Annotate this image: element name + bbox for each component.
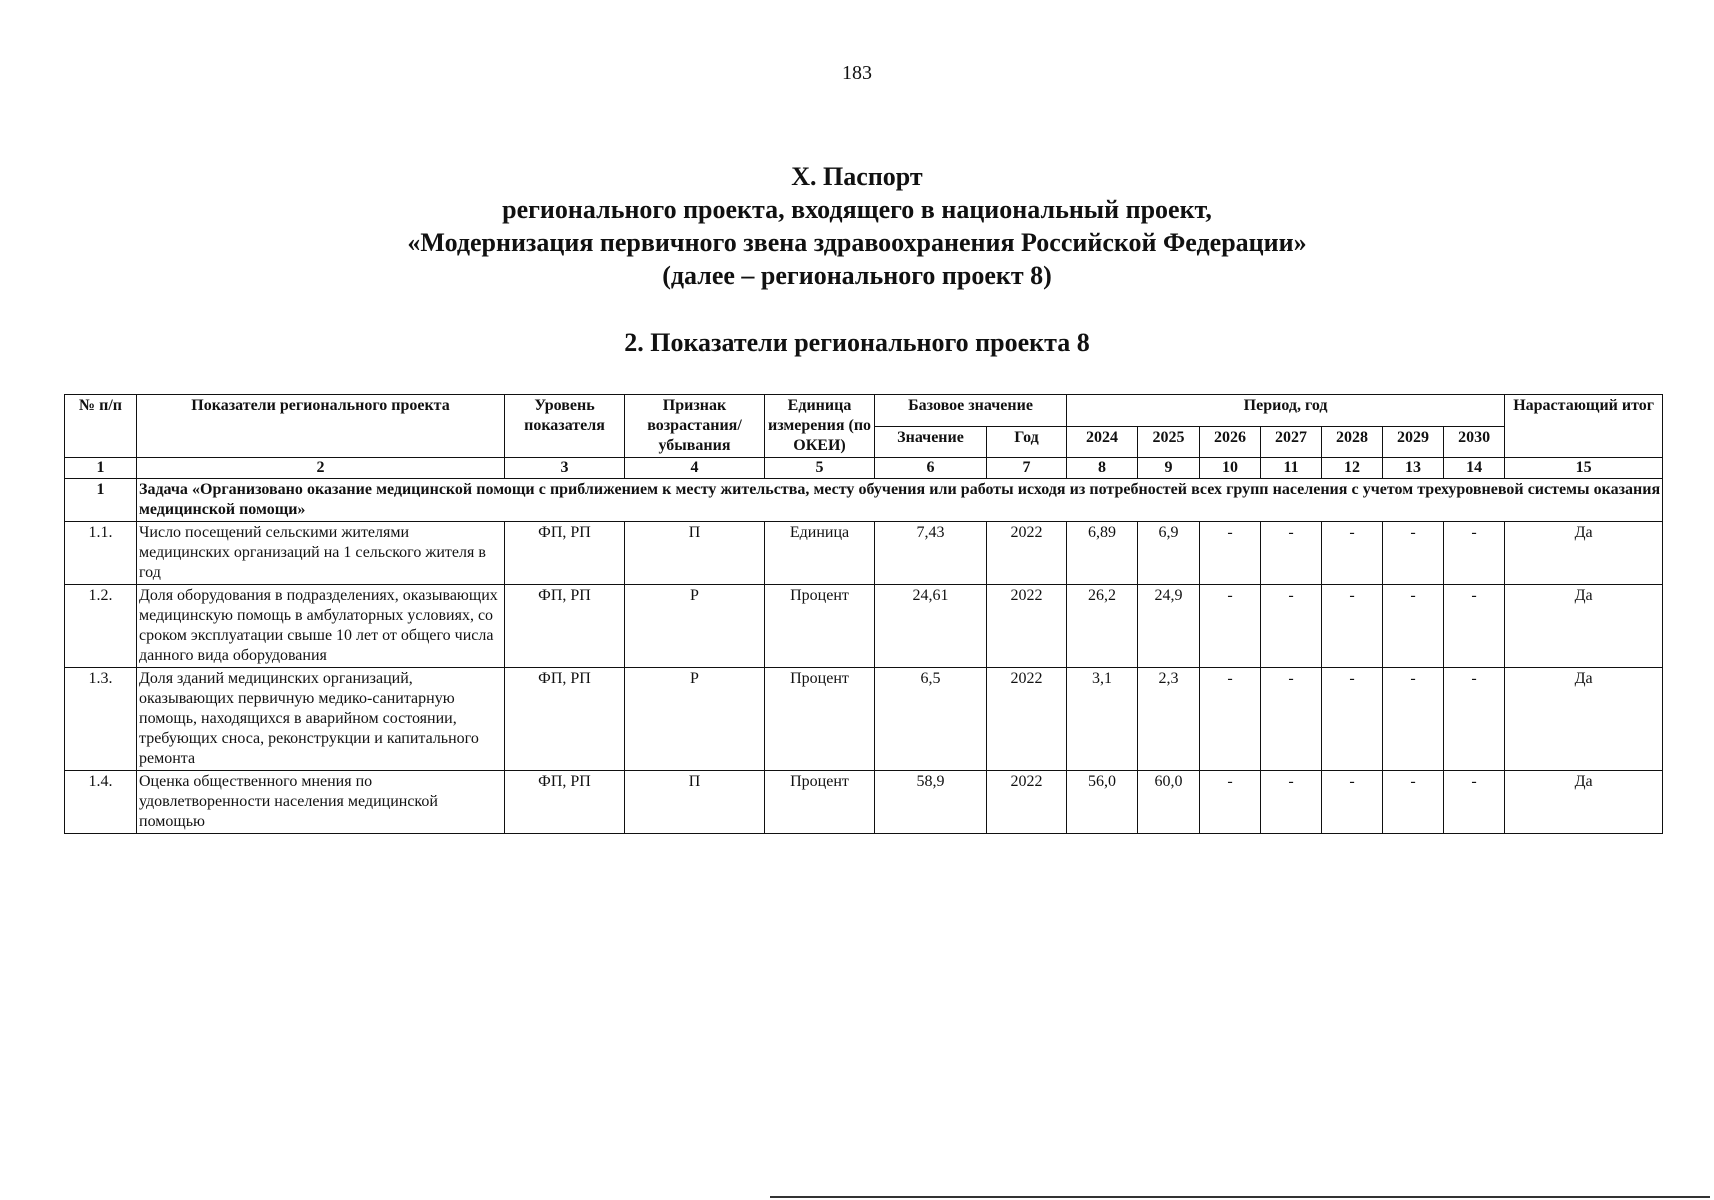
row-base-value: 24,61 xyxy=(875,585,987,668)
header-cumulative: Нарастающий итог xyxy=(1505,395,1663,458)
page-number: 183 xyxy=(842,62,872,84)
row-cumulative: Да xyxy=(1505,771,1663,834)
title-line-2: регионального проекта, входящего в национальный проект, xyxy=(502,195,1212,224)
column-number: 6 xyxy=(875,458,987,479)
header-unit: Единица измерения (по ОКЕИ) xyxy=(765,395,875,458)
row-base-value: 58,9 xyxy=(875,771,987,834)
row-year-value: 56,0 xyxy=(1067,771,1138,834)
header-base: Базовое значение xyxy=(875,395,1067,427)
header-row-1 xyxy=(65,395,1663,427)
row-unit: Процент xyxy=(765,771,875,834)
row-year-value: - xyxy=(1200,771,1261,834)
indicators-table xyxy=(64,394,1663,834)
row-year-value: - xyxy=(1200,522,1261,585)
row-cumulative: Да xyxy=(1505,668,1663,771)
row-year-value: - xyxy=(1383,771,1444,834)
column-number: 11 xyxy=(1261,458,1322,479)
row-year-value: - xyxy=(1200,668,1261,771)
column-number: 3 xyxy=(505,458,625,479)
header-year: 2027 xyxy=(1261,426,1322,458)
row-year-value: - xyxy=(1383,585,1444,668)
column-number: 12 xyxy=(1322,458,1383,479)
row-cumulative: Да xyxy=(1505,585,1663,668)
row-sign: П xyxy=(625,771,765,834)
header-period: Период, год xyxy=(1067,395,1505,427)
row-num: 1.4. xyxy=(65,771,137,834)
row-year-value: - xyxy=(1322,522,1383,585)
column-number: 4 xyxy=(625,458,765,479)
row-year-value: 60,0 xyxy=(1138,771,1200,834)
document-title xyxy=(0,160,1714,292)
header-year: 2030 xyxy=(1444,426,1505,458)
row-year-value: - xyxy=(1322,771,1383,834)
column-number: 2 xyxy=(137,458,505,479)
header-year: 2029 xyxy=(1383,426,1444,458)
column-number: 13 xyxy=(1383,458,1444,479)
row-sign: П xyxy=(625,522,765,585)
data-rows xyxy=(65,522,1663,834)
row-year-value: - xyxy=(1261,585,1322,668)
table-row xyxy=(65,771,1663,834)
row-year-value: 24,9 xyxy=(1138,585,1200,668)
row-year-value: - xyxy=(1383,668,1444,771)
row-level: ФП, РП xyxy=(505,668,625,771)
row-level: ФП, РП xyxy=(505,522,625,585)
row-num: 1.1. xyxy=(65,522,137,585)
row-year-value: - xyxy=(1444,522,1505,585)
row-unit: Процент xyxy=(765,668,875,771)
title-line-4: (далее – регионального проект 8) xyxy=(662,261,1052,290)
row-base-year: 2022 xyxy=(987,668,1067,771)
row-unit: Единица xyxy=(765,522,875,585)
row-indicator: Доля оборудования в подразделениях, оказывающих медицинскую помощь в амбулаторных условиях, со сроком эксплуатации свыше 10 лет от общего числа данного вида оборудования xyxy=(137,585,505,668)
column-number: 15 xyxy=(1505,458,1663,479)
column-number: 10 xyxy=(1200,458,1261,479)
row-year-value: - xyxy=(1261,522,1322,585)
row-level: ФП, РП xyxy=(505,771,625,834)
header-year: 2025 xyxy=(1138,426,1200,458)
row-indicator: Оценка общественного мнения по удовлетворенности населения медицинской помощью xyxy=(137,771,505,834)
row-year-value: - xyxy=(1200,585,1261,668)
row-year-value: - xyxy=(1444,668,1505,771)
column-number: 5 xyxy=(765,458,875,479)
header-sign: Признак возрастания/ убывания xyxy=(625,395,765,458)
column-number: 1 xyxy=(65,458,137,479)
table-row xyxy=(65,585,1663,668)
row-year-value: - xyxy=(1261,668,1322,771)
row-year-value: 6,89 xyxy=(1067,522,1138,585)
row-base-value: 6,5 xyxy=(875,668,987,771)
row-year-value: - xyxy=(1322,668,1383,771)
row-unit: Процент xyxy=(765,585,875,668)
column-number-row xyxy=(65,458,1663,479)
header-year: 2028 xyxy=(1322,426,1383,458)
column-number: 9 xyxy=(1138,458,1200,479)
row-sign: Р xyxy=(625,585,765,668)
header-year: 2024 xyxy=(1067,426,1138,458)
row-year-value: - xyxy=(1444,771,1505,834)
row-year-value: 2,3 xyxy=(1138,668,1200,771)
footer-rule xyxy=(770,1196,1710,1198)
table-row xyxy=(65,668,1663,771)
row-year-value: - xyxy=(1444,585,1505,668)
row-year-value: - xyxy=(1261,771,1322,834)
row-year-value: 3,1 xyxy=(1067,668,1138,771)
column-number: 8 xyxy=(1067,458,1138,479)
row-indicator: Доля зданий медицинских организаций, оказывающих первичную медико-санитарную помощь, находящихся в аварийном состоянии, требующих сноса, реконструкции и капитального ремонта xyxy=(137,668,505,771)
column-number: 14 xyxy=(1444,458,1505,479)
header-base-year: Год xyxy=(987,426,1067,458)
row-base-year: 2022 xyxy=(987,585,1067,668)
header-indicator: Показатели регионального проекта xyxy=(137,395,505,458)
row-num: 1.2. xyxy=(65,585,137,668)
header-level: Уровень показателя xyxy=(505,395,625,458)
row-level: ФП, РП xyxy=(505,585,625,668)
row-base-value: 7,43 xyxy=(875,522,987,585)
row-year-value: 6,9 xyxy=(1138,522,1200,585)
task-row xyxy=(65,479,1663,522)
row-year-value: - xyxy=(1322,585,1383,668)
section-title: 2. Показатели регионального проекта 8 xyxy=(624,328,1090,357)
table-row xyxy=(65,522,1663,585)
row-base-year: 2022 xyxy=(987,771,1067,834)
task-num: 1 xyxy=(65,479,137,522)
row-num: 1.3. xyxy=(65,668,137,771)
header-num: № п/п xyxy=(65,395,137,458)
row-base-year: 2022 xyxy=(987,522,1067,585)
column-number: 7 xyxy=(987,458,1067,479)
row-cumulative: Да xyxy=(1505,522,1663,585)
task-text: Задача «Организовано оказание медицинской помощи с приближением к месту жительства, месту обучения или работы исходя из потребностей всех групп населения с учетом трехуровневой системы оказания медицинской помощи» xyxy=(137,479,1663,522)
row-sign: Р xyxy=(625,668,765,771)
title-line-1: X. Паспорт xyxy=(791,162,923,191)
title-line-3: «Модернизация первичного звена здравоохранения Российской Федерации» xyxy=(407,228,1307,257)
row-year-value: - xyxy=(1383,522,1444,585)
header-year: 2026 xyxy=(1200,426,1261,458)
header-base-value: Значение xyxy=(875,426,987,458)
row-indicator: Число посещений сельскими жителями медицинских организаций на 1 сельского жителя в год xyxy=(137,522,505,585)
row-year-value: 26,2 xyxy=(1067,585,1138,668)
